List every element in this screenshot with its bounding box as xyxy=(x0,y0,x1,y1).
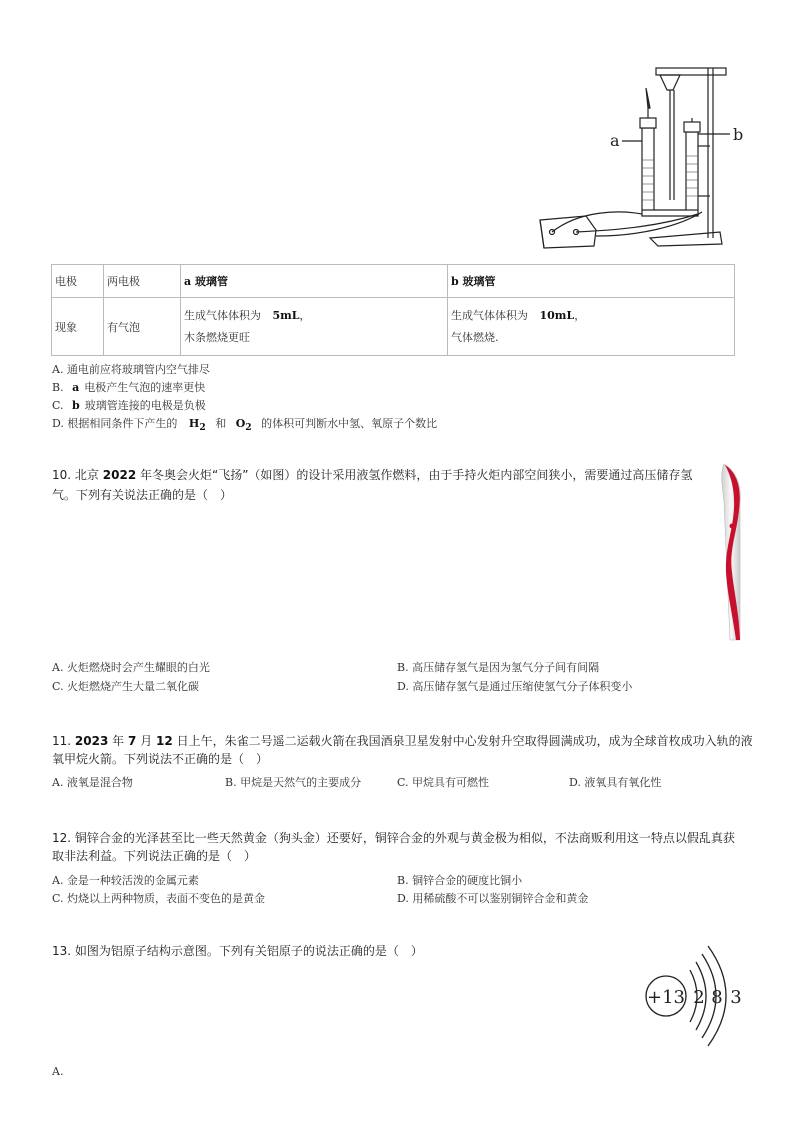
shell-electrons: 2 xyxy=(693,987,705,1008)
aluminum-atom-diagram xyxy=(640,940,750,1050)
q11-option-c: C. 甲烷具有可燃性 xyxy=(397,776,490,789)
q11-option-a: A. 液氧是混合物 xyxy=(52,776,133,789)
q12-stem-line1: 12. 铜锌合金的光泽甚至比一些天然黄金（狗头金）还要好，铜锌合金的外观与黄金极为相似，不法商贩利用这一特点以假乱真获 xyxy=(52,831,735,845)
q10-stem-line2: 气。下列有关说法正确的是（ ） xyxy=(52,488,233,502)
q12-option-d: D. 用稀硫酸不可以鉴别铜锌合金和黄金 xyxy=(397,892,589,905)
q11-stem-line2: 氧甲烷火箭。下列说法不正确的是（ ） xyxy=(52,752,269,766)
q11-option-b: B. 甲烷是天然气的主要成分 xyxy=(225,776,362,789)
q9-option-b: B. a 电极产生气泡的速率更快 xyxy=(52,381,206,394)
q10-stem-line1: 10. 北京 2022 年冬奥会火炬“飞扬”（如图）的设计采用液氢作燃料，由于手持火炬内部空间狭小，需要通过高压储存氢 xyxy=(52,468,693,482)
q11-stem-line1: 11. 2023 年 7 月 12 日上午，朱雀二号遥二运载火箭在我国酒泉卫星发射中心发射升空取得圆满成功，成为全球首枚成功入轨的液 xyxy=(52,734,753,748)
q9-option-c: C. b 玻璃管连接的电极是负极 xyxy=(52,399,206,412)
q13-stem: 13. 如图为铝原子结构示意图。下列有关铝原子的说法正确的是（ ） xyxy=(52,944,423,958)
nucleus-charge: +13 xyxy=(647,987,685,1008)
q12-option-c: C. 灼烧以上两种物质，表面不变色的是黄金 xyxy=(52,892,266,905)
electrolysis-apparatus-figure xyxy=(530,60,760,252)
q13-option-a: A. xyxy=(52,1065,64,1078)
q10-option-b: B. 高压储存氢气是因为氢气分子间有间隔 xyxy=(397,661,600,674)
shell-electrons: 3 xyxy=(730,987,742,1008)
header-cell: 电极 xyxy=(52,265,104,298)
shell-electrons: 8 xyxy=(711,987,723,1008)
q9-option-a: A. 通电前应将玻璃管内空气排尽 xyxy=(52,363,210,376)
experiment-table xyxy=(51,264,735,356)
header-cell: 两电极 xyxy=(104,265,181,298)
row-cell-a: 生成气体体积为 5mL， 木条燃烧更旺 xyxy=(181,298,448,356)
torch-image xyxy=(712,462,752,644)
q10-option-a: A. 火炬燃烧时会产生耀眼的白光 xyxy=(52,661,210,674)
header-cell: a 玻璃管 xyxy=(181,265,448,298)
q12-stem-line2: 取非法利益。下列说法正确的是（ ） xyxy=(52,849,257,863)
row-label: 现象 xyxy=(52,298,104,356)
q12-option-a: A. 金是一种较活泼的金属元素 xyxy=(52,874,199,887)
q9-option-d: D. 根据相同条件下产生的 $H_2$ 和 $O_2$ 的体积可判断水中氢、氧原子个数比 xyxy=(52,417,438,434)
table-header-row xyxy=(52,265,735,298)
q10-option-c: C. 火炬燃烧产生大量二氧化碳 xyxy=(52,680,200,693)
q10-option-d: D. 高压储存氢气是通过压缩使氢气分子体积变小 xyxy=(397,680,633,693)
label-b: b xyxy=(733,125,744,144)
label-a: a xyxy=(610,131,620,150)
q11-option-d: D. 液氧具有氧化性 xyxy=(569,776,662,789)
table-data-row xyxy=(52,298,735,356)
header-cell: b 玻璃管 xyxy=(448,265,735,298)
row-cell-b: 生成气体体积为 10mL， 气体燃烧. xyxy=(448,298,735,356)
q12-option-b: B. 铜锌合金的硬度比铜小 xyxy=(397,874,523,887)
row-cell: 有气泡 xyxy=(104,298,181,356)
